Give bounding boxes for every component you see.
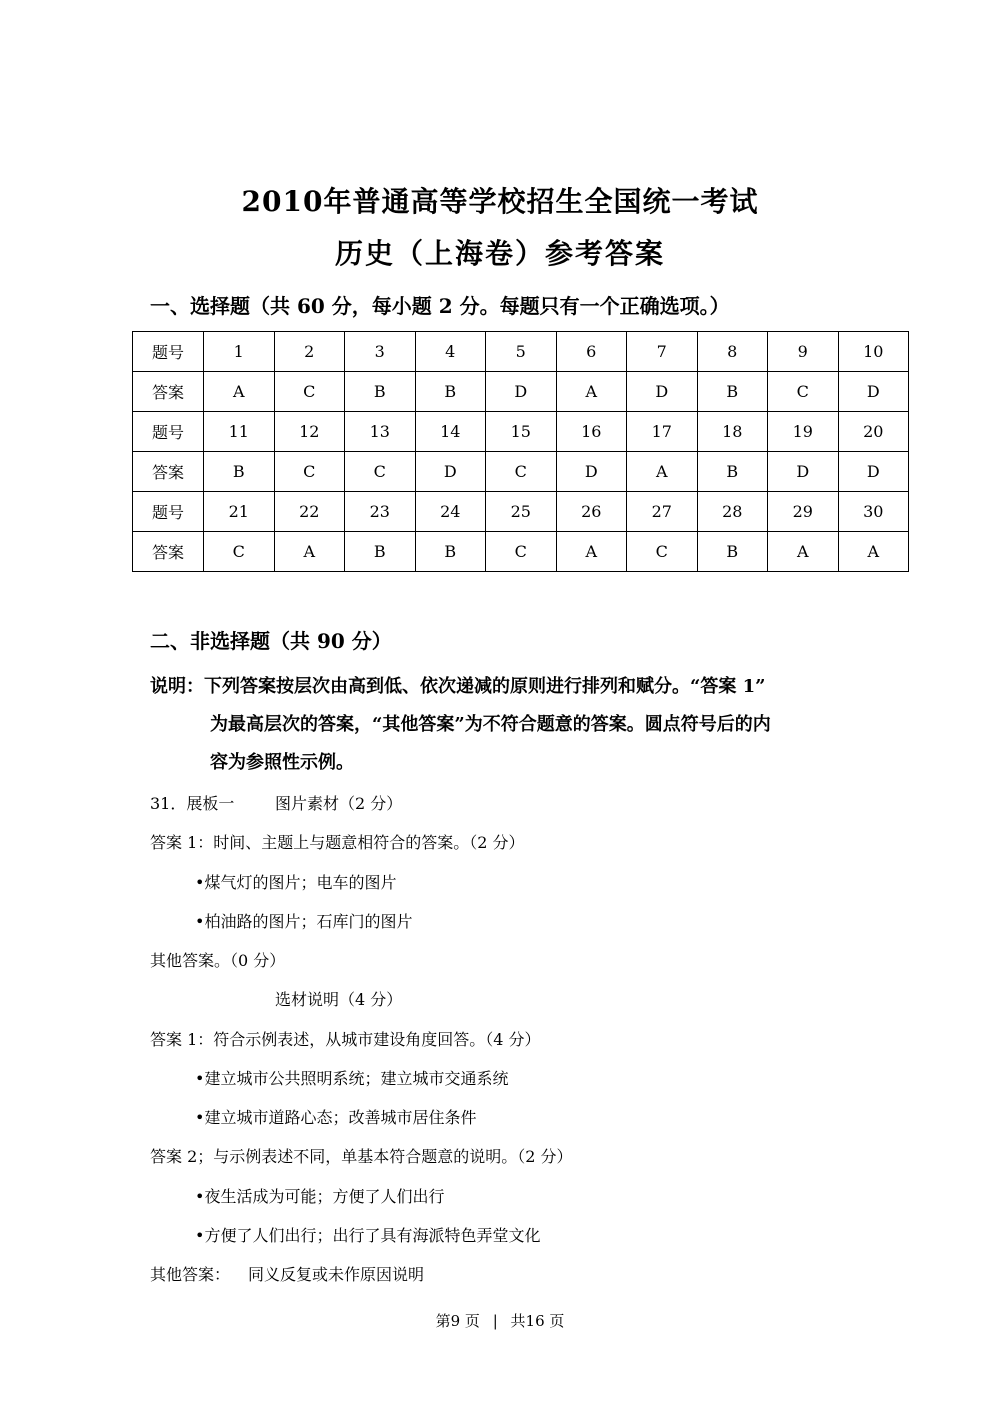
- table-cell: B: [204, 452, 275, 492]
- q31-sub-answer-2-bullet-1: •夜生活成为可能；方便了人们出行: [195, 1187, 445, 1206]
- table-cell: C: [486, 452, 557, 492]
- table-cell: A: [204, 372, 275, 412]
- table-cell: 21: [204, 492, 275, 532]
- table-cell: 3: [345, 332, 416, 372]
- table-cell: 14: [415, 412, 486, 452]
- row-header-cell: 题号: [133, 332, 204, 372]
- table-cell: 10: [838, 332, 909, 372]
- footer-page-number: 第9 页: [435, 1312, 480, 1330]
- page-footer: [0, 1310, 1000, 1331]
- table-cell: C: [274, 452, 345, 492]
- table-cell: A: [556, 372, 627, 412]
- table-row: [133, 412, 909, 452]
- table-cell: 30: [838, 492, 909, 532]
- table-cell: B: [345, 372, 416, 412]
- table-cell: C: [768, 372, 839, 412]
- table-cell: D: [556, 452, 627, 492]
- table-cell: 5: [486, 332, 557, 372]
- table-cell: B: [345, 532, 416, 572]
- table-row: [133, 532, 909, 572]
- q31-other-answer-2-text: 同义反复或未作原因说明: [248, 1265, 425, 1284]
- table-cell: B: [697, 532, 768, 572]
- title-line-1: 2010年普通高等学校招生全国统一考试: [241, 185, 759, 218]
- table-cell: 13: [345, 412, 416, 452]
- table-cell: 27: [627, 492, 698, 532]
- table-row: [133, 452, 909, 492]
- table-cell: D: [415, 452, 486, 492]
- section1-heading: 一、选择题（共 60 分，每小题 2 分。每题只有一个正确选项。）: [150, 294, 730, 318]
- table-cell: 17: [627, 412, 698, 452]
- table-row: [133, 332, 909, 372]
- table-cell: B: [697, 452, 768, 492]
- table-cell: 26: [556, 492, 627, 532]
- q31-section-title: 图片素材（2 分）: [275, 794, 403, 813]
- table-cell: D: [838, 372, 909, 412]
- q31-answer-1-bullet-1: •煤气灯的图片；电车的图片: [195, 873, 397, 892]
- q31-sub-answer-1-bullet-2: •建立城市道路心态；改善城市居住条件: [195, 1108, 477, 1127]
- table-cell: 23: [345, 492, 416, 532]
- instructions-note: [150, 668, 870, 782]
- note-line-2: 为最高层次的答案，“其他答案”为不符合题意的答案。圆点符号后的内: [210, 714, 771, 735]
- row-header-cell: 答案: [133, 372, 204, 412]
- table-cell: 29: [768, 492, 839, 532]
- table-cell: B: [697, 372, 768, 412]
- table-cell: 11: [204, 412, 275, 452]
- section2-heading: 二、非选择题（共 90 分）: [150, 629, 392, 653]
- table-cell: D: [768, 452, 839, 492]
- table-cell: 16: [556, 412, 627, 452]
- table-cell: C: [204, 532, 275, 572]
- q31-sub-title: 选材说明（4 分）: [275, 990, 403, 1009]
- table-cell: A: [768, 532, 839, 572]
- table-cell: 8: [697, 332, 768, 372]
- table-cell: 9: [768, 332, 839, 372]
- note-line-3: 容为参照性示例。: [210, 752, 354, 773]
- table-cell: 22: [274, 492, 345, 532]
- table-cell: A: [627, 452, 698, 492]
- footer-separator: |: [492, 1312, 498, 1330]
- table-cell: C: [486, 532, 557, 572]
- table-cell: 7: [627, 332, 698, 372]
- table-cell: D: [627, 372, 698, 412]
- table-cell: A: [274, 532, 345, 572]
- table-cell: B: [415, 372, 486, 412]
- answer-table: [132, 331, 909, 572]
- note-line-1: 说明：下列答案按层次由高到低、依次递减的原则进行排列和赋分。“答案 1”: [150, 676, 766, 697]
- table-row: [133, 372, 909, 412]
- q31-sub-answer-1: 答案 1：符合示例表述，从城市建设角度回答。（4 分）: [150, 1030, 541, 1049]
- q31-answer-1-bullet-2: •柏油路的图片；石库门的图片: [195, 912, 413, 931]
- table-cell: 6: [556, 332, 627, 372]
- q31-sub-answer-2-bullet-2: •方便了人们出行；出行了具有海派特色弄堂文化: [195, 1226, 541, 1245]
- table-cell: 4: [415, 332, 486, 372]
- table-cell: C: [627, 532, 698, 572]
- row-header-cell: 题号: [133, 492, 204, 532]
- q31-sub-answer-2: 答案 2；与示例表述不同，单基本符合题意的说明。（2 分）: [150, 1147, 573, 1166]
- q31-number: 31．展板一: [150, 794, 235, 813]
- table-cell: D: [486, 372, 557, 412]
- table-cell: C: [274, 372, 345, 412]
- q31-sub-answer-1-bullet-1: •建立城市公共照明系统；建立城市交通系统: [195, 1069, 509, 1088]
- footer-total-pages: 共16 页: [510, 1312, 565, 1330]
- table-cell: D: [838, 452, 909, 492]
- table-row: [133, 492, 909, 532]
- table-cell: A: [838, 532, 909, 572]
- table-cell: B: [415, 532, 486, 572]
- table-cell: 20: [838, 412, 909, 452]
- table-cell: 2: [274, 332, 345, 372]
- row-header-cell: 题号: [133, 412, 204, 452]
- row-header-cell: 答案: [133, 452, 204, 492]
- table-cell: 12: [274, 412, 345, 452]
- table-cell: 18: [697, 412, 768, 452]
- table-cell: 28: [697, 492, 768, 532]
- title-line-2: 历史（上海卷）参考答案: [334, 237, 665, 270]
- table-cell: 15: [486, 412, 557, 452]
- table-cell: A: [556, 532, 627, 572]
- row-header-cell: 答案: [133, 532, 204, 572]
- table-cell: 24: [415, 492, 486, 532]
- table-cell: 25: [486, 492, 557, 532]
- table-cell: 1: [204, 332, 275, 372]
- q31-answer-1: 答案 1：时间、主题上与题意相符合的答案。（2 分）: [150, 833, 525, 852]
- q31-other-answer-2-label: 其他答案：: [150, 1265, 231, 1284]
- table-cell: 19: [768, 412, 839, 452]
- q31-other-answer-1: 其他答案。（0 分）: [150, 951, 286, 970]
- table-cell: C: [345, 452, 416, 492]
